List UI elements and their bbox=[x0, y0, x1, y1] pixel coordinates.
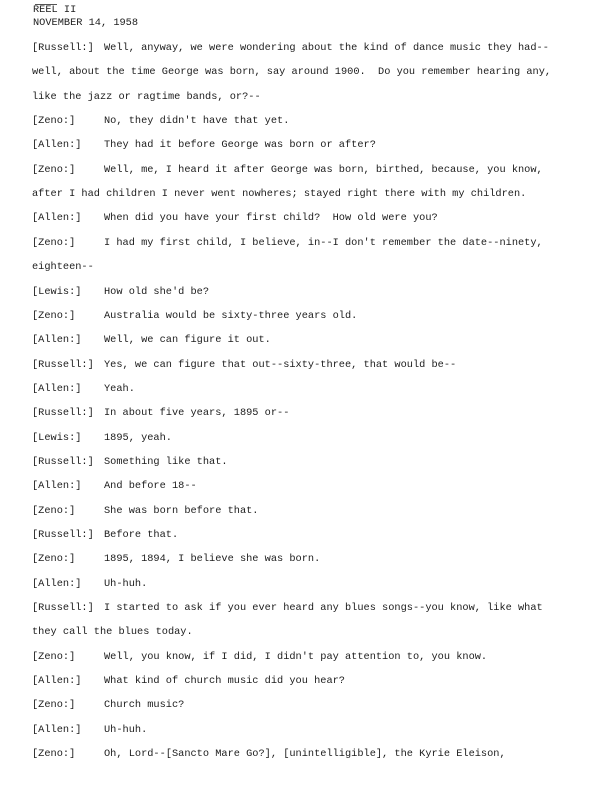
utterance-text: Oh, Lord--[Sancto Mare Go?], [unintelligible], the Kyrie Eleison, bbox=[104, 748, 506, 761]
dialogue-line bbox=[32, 212, 592, 226]
speaker-label: [Russell:] bbox=[32, 529, 94, 541]
speaker-label: [Zeno:] bbox=[32, 650, 76, 663]
utterance-text: Before that. bbox=[104, 529, 179, 541]
speaker-label: [Allen:] bbox=[32, 212, 82, 225]
dialogue-line bbox=[32, 529, 592, 543]
speaker-label: [Russell:] bbox=[32, 358, 94, 371]
utterance-text: 1895, yeah. bbox=[104, 431, 172, 444]
dialogue-line bbox=[32, 359, 592, 373]
reel-label: REEL II bbox=[33, 4, 77, 16]
speaker-label: [Allen:] bbox=[32, 382, 82, 395]
utterance-text: Well, we can figure it out. bbox=[104, 334, 271, 347]
utterance-text: I had my first child, I believe, in--I don't remember the date--ninety, bbox=[104, 236, 543, 249]
document-header bbox=[33, 4, 138, 30]
speaker-label: [Zeno:] bbox=[32, 504, 76, 517]
dialogue-continuation: after I had children I never went nowheres; stayed right there with my children. bbox=[32, 188, 527, 201]
dialogue-line bbox=[32, 480, 592, 494]
dialogue-continuation: eighteen-- bbox=[32, 261, 94, 274]
utterance-text: Uh-huh. bbox=[104, 577, 148, 590]
utterance-text: No, they didn't have that yet. bbox=[104, 115, 290, 128]
utterance-text: What kind of church music did you hear? bbox=[104, 675, 345, 688]
dialogue-line bbox=[32, 334, 592, 348]
dialogue-line bbox=[32, 115, 592, 129]
dialogue-line bbox=[32, 553, 592, 567]
utterance-text: 1895, 1894, I believe she was born. bbox=[104, 553, 321, 566]
utterance-text: Something like that. bbox=[104, 455, 228, 468]
dialogue-line bbox=[32, 310, 592, 324]
speaker-label: [Allen:] bbox=[32, 723, 82, 736]
dialogue-continuation: like the jazz or ragtime bands, or?-- bbox=[32, 90, 261, 103]
dialogue-line bbox=[32, 139, 592, 153]
dialogue-line bbox=[32, 286, 592, 300]
speaker-label: [Allen:] bbox=[32, 334, 82, 347]
utterance-text: And before 18-- bbox=[104, 480, 197, 493]
speaker-label: [Zeno:] bbox=[32, 553, 76, 566]
utterance-text: Church music? bbox=[104, 699, 185, 712]
utterance-text: Yes, we can figure that out--sixty-three, that would be-- bbox=[104, 358, 457, 371]
utterance-text: In about five years, 1895 or-- bbox=[104, 407, 290, 420]
dialogue-line bbox=[32, 724, 592, 738]
speaker-label: [Russell:] bbox=[32, 455, 94, 468]
utterance-text: Well, me, I heard it after George was born, birthed, because, you know, bbox=[104, 163, 543, 176]
speaker-label: [Zeno:] bbox=[32, 163, 76, 176]
speaker-label: [Allen:] bbox=[32, 577, 82, 590]
dialogue-line bbox=[32, 237, 592, 251]
speaker-label: [Zeno:] bbox=[32, 115, 76, 128]
speaker-label: [Zeno:] bbox=[32, 748, 76, 761]
utterance-text: How old she'd be? bbox=[104, 285, 210, 298]
utterance-text: Well, you know, if I did, I didn't pay attention to, you know. bbox=[104, 650, 488, 663]
dialogue-line bbox=[32, 505, 592, 519]
speaker-label: [Russell:] bbox=[32, 602, 94, 615]
speaker-label: [Zeno:] bbox=[32, 699, 76, 712]
dialogue-line bbox=[32, 675, 592, 689]
dialogue-line bbox=[32, 602, 592, 616]
utterance-text: I started to ask if you ever heard any blues songs--you know, like what bbox=[104, 602, 543, 615]
speaker-label: [Zeno:] bbox=[32, 236, 76, 249]
dialogue-line bbox=[32, 432, 592, 446]
speaker-label: [Lewis:] bbox=[32, 285, 82, 298]
utterance-text: She was born before that. bbox=[104, 504, 259, 517]
dialogue-line bbox=[32, 407, 592, 421]
dialogue-line bbox=[32, 578, 592, 592]
utterance-text: Australia would be sixty-three years old. bbox=[104, 309, 358, 322]
speaker-label: [Allen:] bbox=[32, 675, 82, 688]
speaker-label: [Lewis:] bbox=[32, 431, 82, 444]
utterance-text: When did you have your first child? How old were you? bbox=[104, 212, 438, 225]
speaker-label: [Russell:] bbox=[32, 407, 94, 420]
dialogue-line bbox=[32, 699, 592, 713]
date-label: NOVEMBER 14, 1958 bbox=[33, 17, 139, 29]
dialogue-line bbox=[32, 42, 592, 56]
utterance-text: Well, anyway, we were wondering about the kind of dance music they had-- bbox=[104, 42, 549, 54]
dialogue-line bbox=[32, 383, 592, 397]
dialogue-line bbox=[32, 164, 592, 178]
dialogue-continuation: they call the blues today. bbox=[32, 626, 193, 639]
dialogue-continuation: well, about the time George was born, say around 1900. Do you remember hearing any, bbox=[32, 66, 552, 79]
dialogue-line bbox=[32, 748, 592, 762]
speaker-label: [Allen:] bbox=[32, 480, 82, 493]
utterance-text: Uh-huh. bbox=[104, 723, 148, 736]
speaker-label: [Zeno:] bbox=[32, 309, 76, 322]
speaker-label: [Russell:] bbox=[32, 42, 94, 54]
utterance-text: Yeah. bbox=[104, 382, 135, 395]
speaker-label: [Allen:] bbox=[32, 139, 82, 152]
utterance-text: They had it before George was born or after? bbox=[104, 139, 376, 152]
dialogue-line bbox=[32, 651, 592, 665]
dialogue-line bbox=[32, 456, 592, 470]
